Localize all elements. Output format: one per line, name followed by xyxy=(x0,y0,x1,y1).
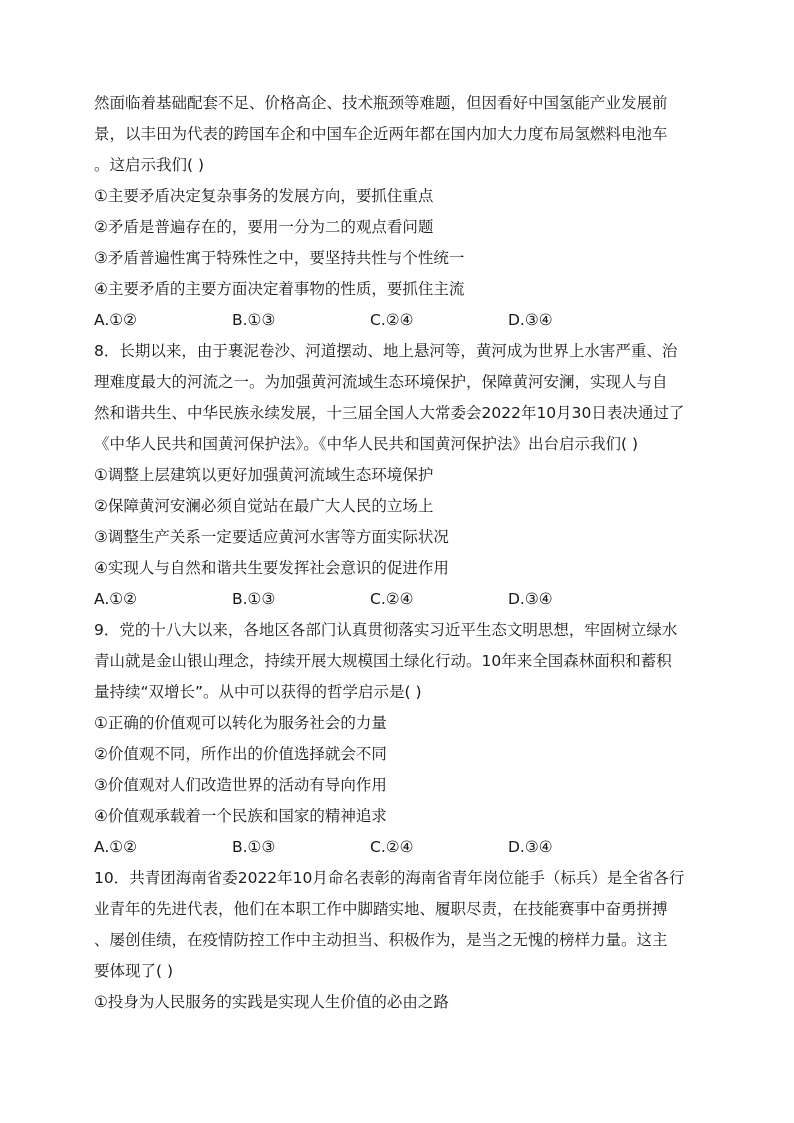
statement-item: ①调整上层建筑以更好加强黄河流域生态环境保护 xyxy=(94,466,434,484)
statement-item: ③调整生产关系一定要适应黄河水害等方面实际状况 xyxy=(94,528,449,546)
option-c: C.②④ xyxy=(370,590,414,608)
question-text-line: 10．共青团海南省委2022年10月命名表彰的海南省青年岗位能手（标兵）是全省各行 xyxy=(94,869,685,887)
option-d: D.③④ xyxy=(508,590,553,608)
statement-item: ②矛盾是普遍存在的，要用一分为二的观点看问题 xyxy=(94,218,434,236)
option-d: D.③④ xyxy=(508,838,553,856)
question-text-line: 、屡创佳绩，在疫情防控工作中主动担当、积极作为，是当之无愧的榜样力量。这主 xyxy=(94,931,668,949)
question-text-line: 。这启示我们( ) xyxy=(94,156,205,174)
question-text-line: 要体现了( ) xyxy=(94,962,174,980)
option-b: B.①③ xyxy=(232,590,276,608)
statement-item: ④价值观承载着一个民族和国家的精神追求 xyxy=(94,807,387,825)
question-text-line: 8．长期以来，由于裹泥卷沙、河道摆动、地上悬河等，黄河成为世界上水害严重、治 xyxy=(94,342,678,360)
question-text-line: 《中华人民共和国黄河保护法》。《中华人民共和国黄河保护法》出台启示我们( ) xyxy=(94,435,639,453)
statement-item: ④主要矛盾的主要方面决定着事物的性质，要抓住主流 xyxy=(94,280,465,298)
question-text-line: 然和谐共生、中华民族永续发展，十三届全国人大常委会2022年10月30日表决通过了 xyxy=(94,404,685,422)
option-c: C.②④ xyxy=(370,838,414,856)
question-text-line: 理难度最大的河流之一。为加强黄河流域生态环境保护，保障黄河安澜，实现人与自 xyxy=(94,373,668,391)
statement-item: ①正确的价值观可以转化为服务社会的力量 xyxy=(94,714,387,732)
statement-item: ④实现人与自然和谐共生要发挥社会意识的促进作用 xyxy=(94,559,449,577)
question-7 xyxy=(94,88,704,336)
statement-item: ③价值观对人们改造世界的活动有导向作用 xyxy=(94,776,387,794)
question-text-line: 9．党的十八大以来，各地区各部门认真贯彻落实习近平生态文明思想，牢固树立绿水 xyxy=(94,621,678,639)
option-d: D.③④ xyxy=(508,311,553,329)
question-text-line: 量持续“双增长”。从中可以获得的哲学启示是( ) xyxy=(94,683,422,701)
question-text-line: 景，以丰田为代表的跨国车企和中国车企近两年都在国内加大力度布局氢燃料电池车 xyxy=(94,125,668,143)
option-c: C.②④ xyxy=(370,311,414,329)
statement-item: ①投身为人民服务的实践是实现人生价值的必由之路 xyxy=(94,993,449,1011)
answer-options xyxy=(94,832,704,863)
question-10 xyxy=(94,863,704,1018)
statement-item: ②保障黄河安澜必须自觉站在最广大人民的立场上 xyxy=(94,497,434,515)
question-8 xyxy=(94,336,704,615)
statement-item: ①主要矛盾决定复杂事务的发展方向，要抓住重点 xyxy=(94,187,434,205)
question-text-line: 青山就是金山银山理念，持续开展大规模国土绿化行动。10年来全国森林面积和蓄积 xyxy=(94,652,672,670)
option-a: A.①② xyxy=(94,838,138,856)
answer-options xyxy=(94,584,704,615)
statement-item: ②价值观不同，所作出的价值选择就会不同 xyxy=(94,745,387,763)
option-a: A.①② xyxy=(94,590,138,608)
option-b: B.①③ xyxy=(232,838,276,856)
option-a: A.①② xyxy=(94,311,138,329)
answer-options xyxy=(94,305,704,336)
statement-item: ③矛盾普遍性寓于特殊性之中，要坚持共性与个性统一 xyxy=(94,249,465,267)
exam-content xyxy=(94,88,704,1018)
question-text-line: 然面临着基础配套不足、价格高企、技术瓶颈等难题，但因看好中国氢能产业发展前 xyxy=(94,94,668,112)
question-text-line: 业青年的先进代表，他们在本职工作中脚踏实地、履职尽责，在技能赛事中奋勇拼搏 xyxy=(94,900,668,918)
option-b: B.①③ xyxy=(232,311,276,329)
question-9 xyxy=(94,615,704,863)
